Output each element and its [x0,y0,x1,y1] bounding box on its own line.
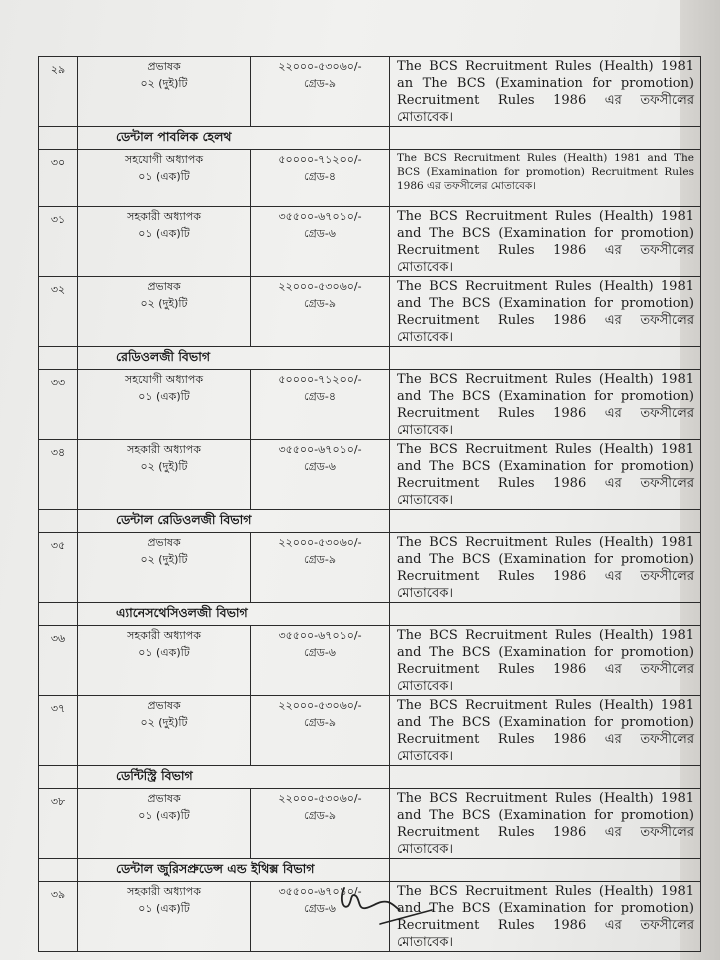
pay-cell [251,440,390,510]
posts-table [38,56,701,952]
post-count: ০২ (দুই)টি [140,460,188,473]
pay-cell [251,789,390,859]
section-title: ডেন্টাল রেডিওলজী বিভাগ [78,510,390,533]
table-row [39,207,701,277]
pay-scale: ২২০০০-৫৩০৬০/- [278,699,362,712]
serial-number: ৩০ [39,150,78,207]
pay-scale: ৩৫৫০০-৬৭০১০/- [278,885,362,898]
pay-cell [251,277,390,347]
post-title: প্রভাষক [147,60,181,73]
post-count: ০১ (এক)টি [138,646,190,659]
section-serial-cell [39,510,78,533]
post-title: সহকারী অধ্যাপক [127,443,201,456]
table-row [39,440,701,510]
table-row [39,789,701,859]
signature [336,880,446,930]
post-title: সহযোগী অধ্যাপক [124,153,204,166]
serial-number: ৩৫ [39,533,78,603]
section-title: রেডিওলজী বিভাগ [78,347,390,370]
section-rules-cell [390,127,701,150]
post-count: ০১ (এক)টি [138,809,190,822]
section-serial-cell [39,603,78,626]
post-count: ০২ (দুই)টি [140,77,188,90]
table-row [39,533,701,603]
section-row [39,859,701,882]
table-row [39,277,701,347]
serial-number: ৩৭ [39,696,78,766]
section-title: এ্যানেসথেসিওলজী বিভাগ [78,603,390,626]
pay-cell [251,626,390,696]
post-cell [78,150,251,207]
post-count: ০১ (এক)টি [138,390,190,403]
post-title: সহকারী অধ্যাপক [127,210,201,223]
pay-scale: ৫০০০০-৭১২০০/- [278,153,362,166]
pay-cell [251,57,390,127]
pay-scale: ৩৫৫০০-৬৭০১০/- [278,443,362,456]
section-title: ডেন্টাল পাবলিক হেলথ [78,127,390,150]
pay-cell [251,207,390,277]
section-row [39,347,701,370]
serial-number: ২৯ [39,57,78,127]
pay-grade: গ্রেড-৬ [304,460,336,473]
post-count: ০১ (এক)টি [138,902,190,915]
post-title: প্রভাষক [147,536,181,549]
post-count: ০২ (দুই)টি [140,553,188,566]
section-row [39,127,701,150]
section-rules-cell [390,347,701,370]
post-cell [78,277,251,347]
post-cell [78,696,251,766]
serial-number: ৩৮ [39,789,78,859]
post-count: ০১ (এক)টি [138,170,190,183]
post-count: ০২ (দুই)টি [140,297,188,310]
pay-cell [251,150,390,207]
serial-number: ৩৩ [39,370,78,440]
post-cell [78,207,251,277]
table-row [39,626,701,696]
post-cell [78,370,251,440]
post-title: সহকারী অধ্যাপক [127,885,201,898]
recruitment-rules: The BCS Recruitment Rules (Health) 1981 an The BCS (Examination for promotion) Recruitment Rules 1986 এর তফসীলের মোতাবেক। [390,57,701,127]
pay-grade: গ্রেড-৯ [304,716,336,729]
section-serial-cell [39,859,78,882]
table-row [39,150,701,207]
section-rules-cell [390,766,701,789]
recruitment-rules: The BCS Recruitment Rules (Health) 1981 and The BCS (Examination for promotion) Recruitment Rules 1986 এর তফসীলের মোতাবেক। [390,370,701,440]
posts-table-body [39,57,701,952]
pay-grade: গ্রেড-৪ [304,170,336,183]
pay-grade: গ্রেড-৯ [304,297,336,310]
pay-scale: ২২০০০-৫৩০৬০/- [278,536,362,549]
serial-number: ৩৯ [39,882,78,952]
recruitment-rules: The BCS Recruitment Rules (Health) 1981 and The BCS (Examination for promotion) Recruitment Rules 1986 এর তফসীলের মোতাবেক। [390,789,701,859]
pay-cell [251,370,390,440]
section-serial-cell [39,347,78,370]
post-title: সহযোগী অধ্যাপক [124,373,204,386]
section-rules-cell [390,859,701,882]
pay-grade: গ্রেড-৪ [304,390,336,403]
section-serial-cell [39,766,78,789]
post-count: ০১ (এক)টি [138,227,190,240]
serial-number: ৩২ [39,277,78,347]
pay-grade: গ্রেড-৬ [304,902,336,915]
pay-scale: ৫০০০০-৭১২০০/- [278,373,362,386]
pay-scale: ২২০০০-৫৩০৬০/- [278,792,362,805]
post-cell [78,789,251,859]
table-row [39,370,701,440]
pay-scale: ৩৫৫০০-৬৭০১০/- [278,210,362,223]
recruitment-rules: The BCS Recruitment Rules (Health) 1981 and The BCS (Examination for promotion) Recruitment Rules 1986 এর তফসীলের মোতাবেক। [390,440,701,510]
pay-grade: গ্রেড-৯ [304,809,336,822]
recruitment-rules: The BCS Recruitment Rules (Health) 1981 and The BCS (Examination for promotion) Recruitment Rules 1986 এর তফসীলের মোতাবেক। [390,696,701,766]
pay-cell [251,533,390,603]
pay-grade: গ্রেড-৬ [304,227,336,240]
table-row [39,57,701,127]
pay-scale: ২২০০০-৫৩০৬০/- [278,60,362,73]
pay-grade: গ্রেড-৯ [304,77,336,90]
recruitment-rules: The BCS Recruitment Rules (Health) 1981 and The BCS (Examination for promotion) Recruitment Rules 1986 এর তফসীলের মোতাবেক। [390,150,701,207]
section-title: ডেন্টাল জুরিসপ্রুডেন্স এন্ড ইথিক্স বিভাগ [78,859,390,882]
table-row [39,696,701,766]
pay-grade: গ্রেড-৬ [304,646,336,659]
section-rules-cell [390,510,701,533]
post-title: প্রভাষক [147,792,181,805]
recruitment-rules: The BCS Recruitment Rules (Health) 1981 and The BCS (Examination for promotion) Recruitment Rules 1986 এর তফসীলের মোতাবেক। [390,882,701,952]
section-serial-cell [39,127,78,150]
pay-cell [251,696,390,766]
section-row [39,603,701,626]
section-rules-cell [390,603,701,626]
post-cell [78,882,251,952]
pay-scale: ৩৫৫০০-৬৭০১০/- [278,629,362,642]
post-cell [78,440,251,510]
post-cell [78,57,251,127]
pay-grade: গ্রেড-৯ [304,553,336,566]
post-title: সহকারী অধ্যাপক [127,629,201,642]
serial-number: ৩৪ [39,440,78,510]
post-count: ০২ (দুই)টি [140,716,188,729]
recruitment-rules: The BCS Recruitment Rules (Health) 1981 and The BCS (Examination for promotion) Recruitment Rules 1986 এর তফসীলের মোতাবেক। [390,626,701,696]
post-cell [78,626,251,696]
section-title: ডেন্টিস্ট্রি বিভাগ [78,766,390,789]
recruitment-rules: The BCS Recruitment Rules (Health) 1981 and The BCS (Examination for promotion) Recruitment Rules 1986 এর তফসীলের মোতাবেক। [390,277,701,347]
post-cell [78,533,251,603]
serial-number: ৩১ [39,207,78,277]
post-title: প্রভাষক [147,280,181,293]
pay-scale: ২২০০০-৫৩০৬০/- [278,280,362,293]
section-row [39,510,701,533]
recruitment-rules: The BCS Recruitment Rules (Health) 1981 and The BCS (Examination for promotion) Recruitment Rules 1986 এর তফসীলের মোতাবেক। [390,533,701,603]
serial-number: ৩৬ [39,626,78,696]
post-title: প্রভাষক [147,699,181,712]
recruitment-rules: The BCS Recruitment Rules (Health) 1981 and The BCS (Examination for promotion) Recruitment Rules 1986 এর তফসীলের মোতাবেক। [390,207,701,277]
section-row [39,766,701,789]
